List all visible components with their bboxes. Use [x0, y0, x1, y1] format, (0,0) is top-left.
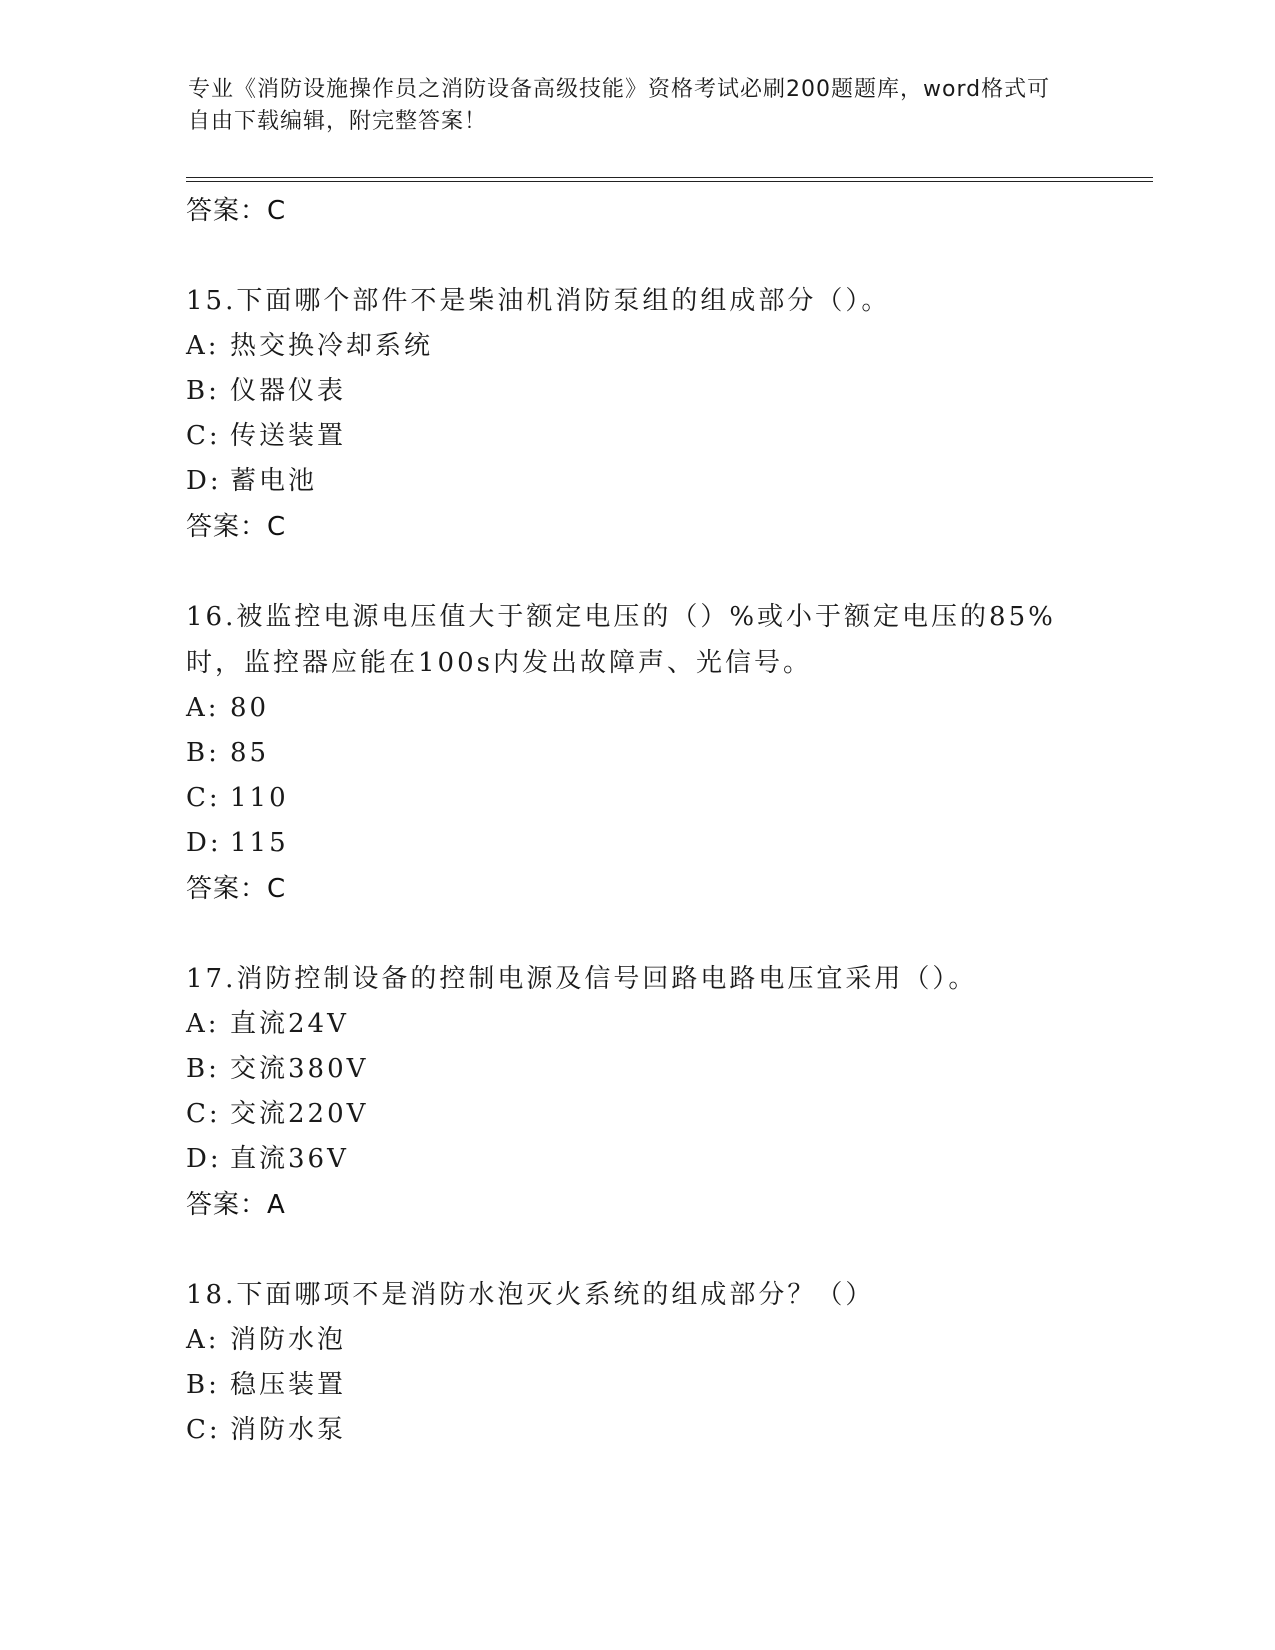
option-c: [186, 1408, 1106, 1453]
question-text: 18.下面哪项不是消防水泡灭火系统的组成部分？（）: [186, 1280, 875, 1310]
header-divider: [186, 177, 1153, 182]
question-block: [186, 594, 1106, 912]
spacer: [186, 550, 1106, 594]
option-a: [186, 686, 1106, 731]
option-text: 直流36V: [230, 1144, 349, 1174]
question-list: [186, 188, 1106, 1453]
option-letter: A:: [186, 331, 220, 361]
option-text: 蓄电池: [230, 466, 318, 496]
option-text: 交流220V: [230, 1099, 369, 1129]
spacer: [186, 234, 1106, 278]
option-a: [186, 324, 1106, 369]
option-text: 直流24V: [230, 1009, 349, 1039]
option-b: [186, 369, 1106, 414]
option-d: [186, 459, 1106, 504]
option-text: 110: [230, 783, 289, 813]
option-text: 80: [230, 693, 270, 723]
option-letter: B:: [186, 1370, 220, 1400]
answer-line: 答案：A: [186, 1190, 286, 1220]
option-letter: B:: [186, 1054, 220, 1084]
option-b: [186, 1047, 1106, 1092]
answer-line: 答案：C: [186, 874, 287, 904]
question-text: 16.被监控电源电压值大于额定电压的（）%或小于额定电压的85%时，监控器应能在100s内发出故障声、光信号。: [186, 602, 1056, 678]
option-a: [186, 1002, 1106, 1047]
option-text: 交流380V: [230, 1054, 369, 1084]
option-d: [186, 821, 1106, 866]
option-a: [186, 1318, 1106, 1363]
option-letter: D:: [186, 466, 222, 496]
answer-line: 答案：C: [186, 196, 287, 226]
option-text: 115: [230, 828, 289, 858]
option-letter: C:: [186, 1099, 221, 1129]
option-text: 传送装置: [230, 421, 347, 451]
question-text: 17.消防控制设备的控制电源及信号回路电路电压宜采用（）。: [186, 964, 978, 994]
option-letter: C:: [186, 1415, 221, 1445]
spacer: [186, 1228, 1106, 1272]
option-text: 消防水泵: [230, 1415, 347, 1445]
option-letter: A:: [186, 1325, 220, 1355]
option-letter: A:: [186, 1009, 220, 1039]
question-block: [186, 278, 1106, 550]
option-letter: A:: [186, 693, 220, 723]
option-text: 稳压装置: [230, 1370, 347, 1400]
option-text: 仪器仪表: [230, 376, 347, 406]
option-letter: B:: [186, 738, 220, 768]
option-d: [186, 1137, 1106, 1182]
option-text: 热交换冷却系统: [230, 331, 434, 361]
option-text: 85: [230, 738, 270, 768]
answer-line: 答案：C: [186, 512, 287, 542]
option-letter: C:: [186, 783, 221, 813]
question-block: [186, 1272, 1106, 1453]
option-b: [186, 1363, 1106, 1408]
option-letter: B:: [186, 376, 220, 406]
option-letter: C:: [186, 421, 221, 451]
page-header: 专业《消防设施操作员之消防设备高级技能》资格考试必刷200题题库，word格式可自由下载编辑，附完整答案！: [188, 77, 1051, 134]
question-block: [186, 956, 1106, 1228]
option-text: 消防水泡: [230, 1325, 347, 1355]
option-c: [186, 776, 1106, 821]
option-c: [186, 414, 1106, 459]
option-letter: D:: [186, 828, 222, 858]
spacer: [186, 912, 1106, 956]
question-text: 15.下面哪个部件不是柴油机消防泵组的组成部分（）。: [186, 286, 891, 316]
option-c: [186, 1092, 1106, 1137]
option-b: [186, 731, 1106, 776]
option-letter: D:: [186, 1144, 222, 1174]
